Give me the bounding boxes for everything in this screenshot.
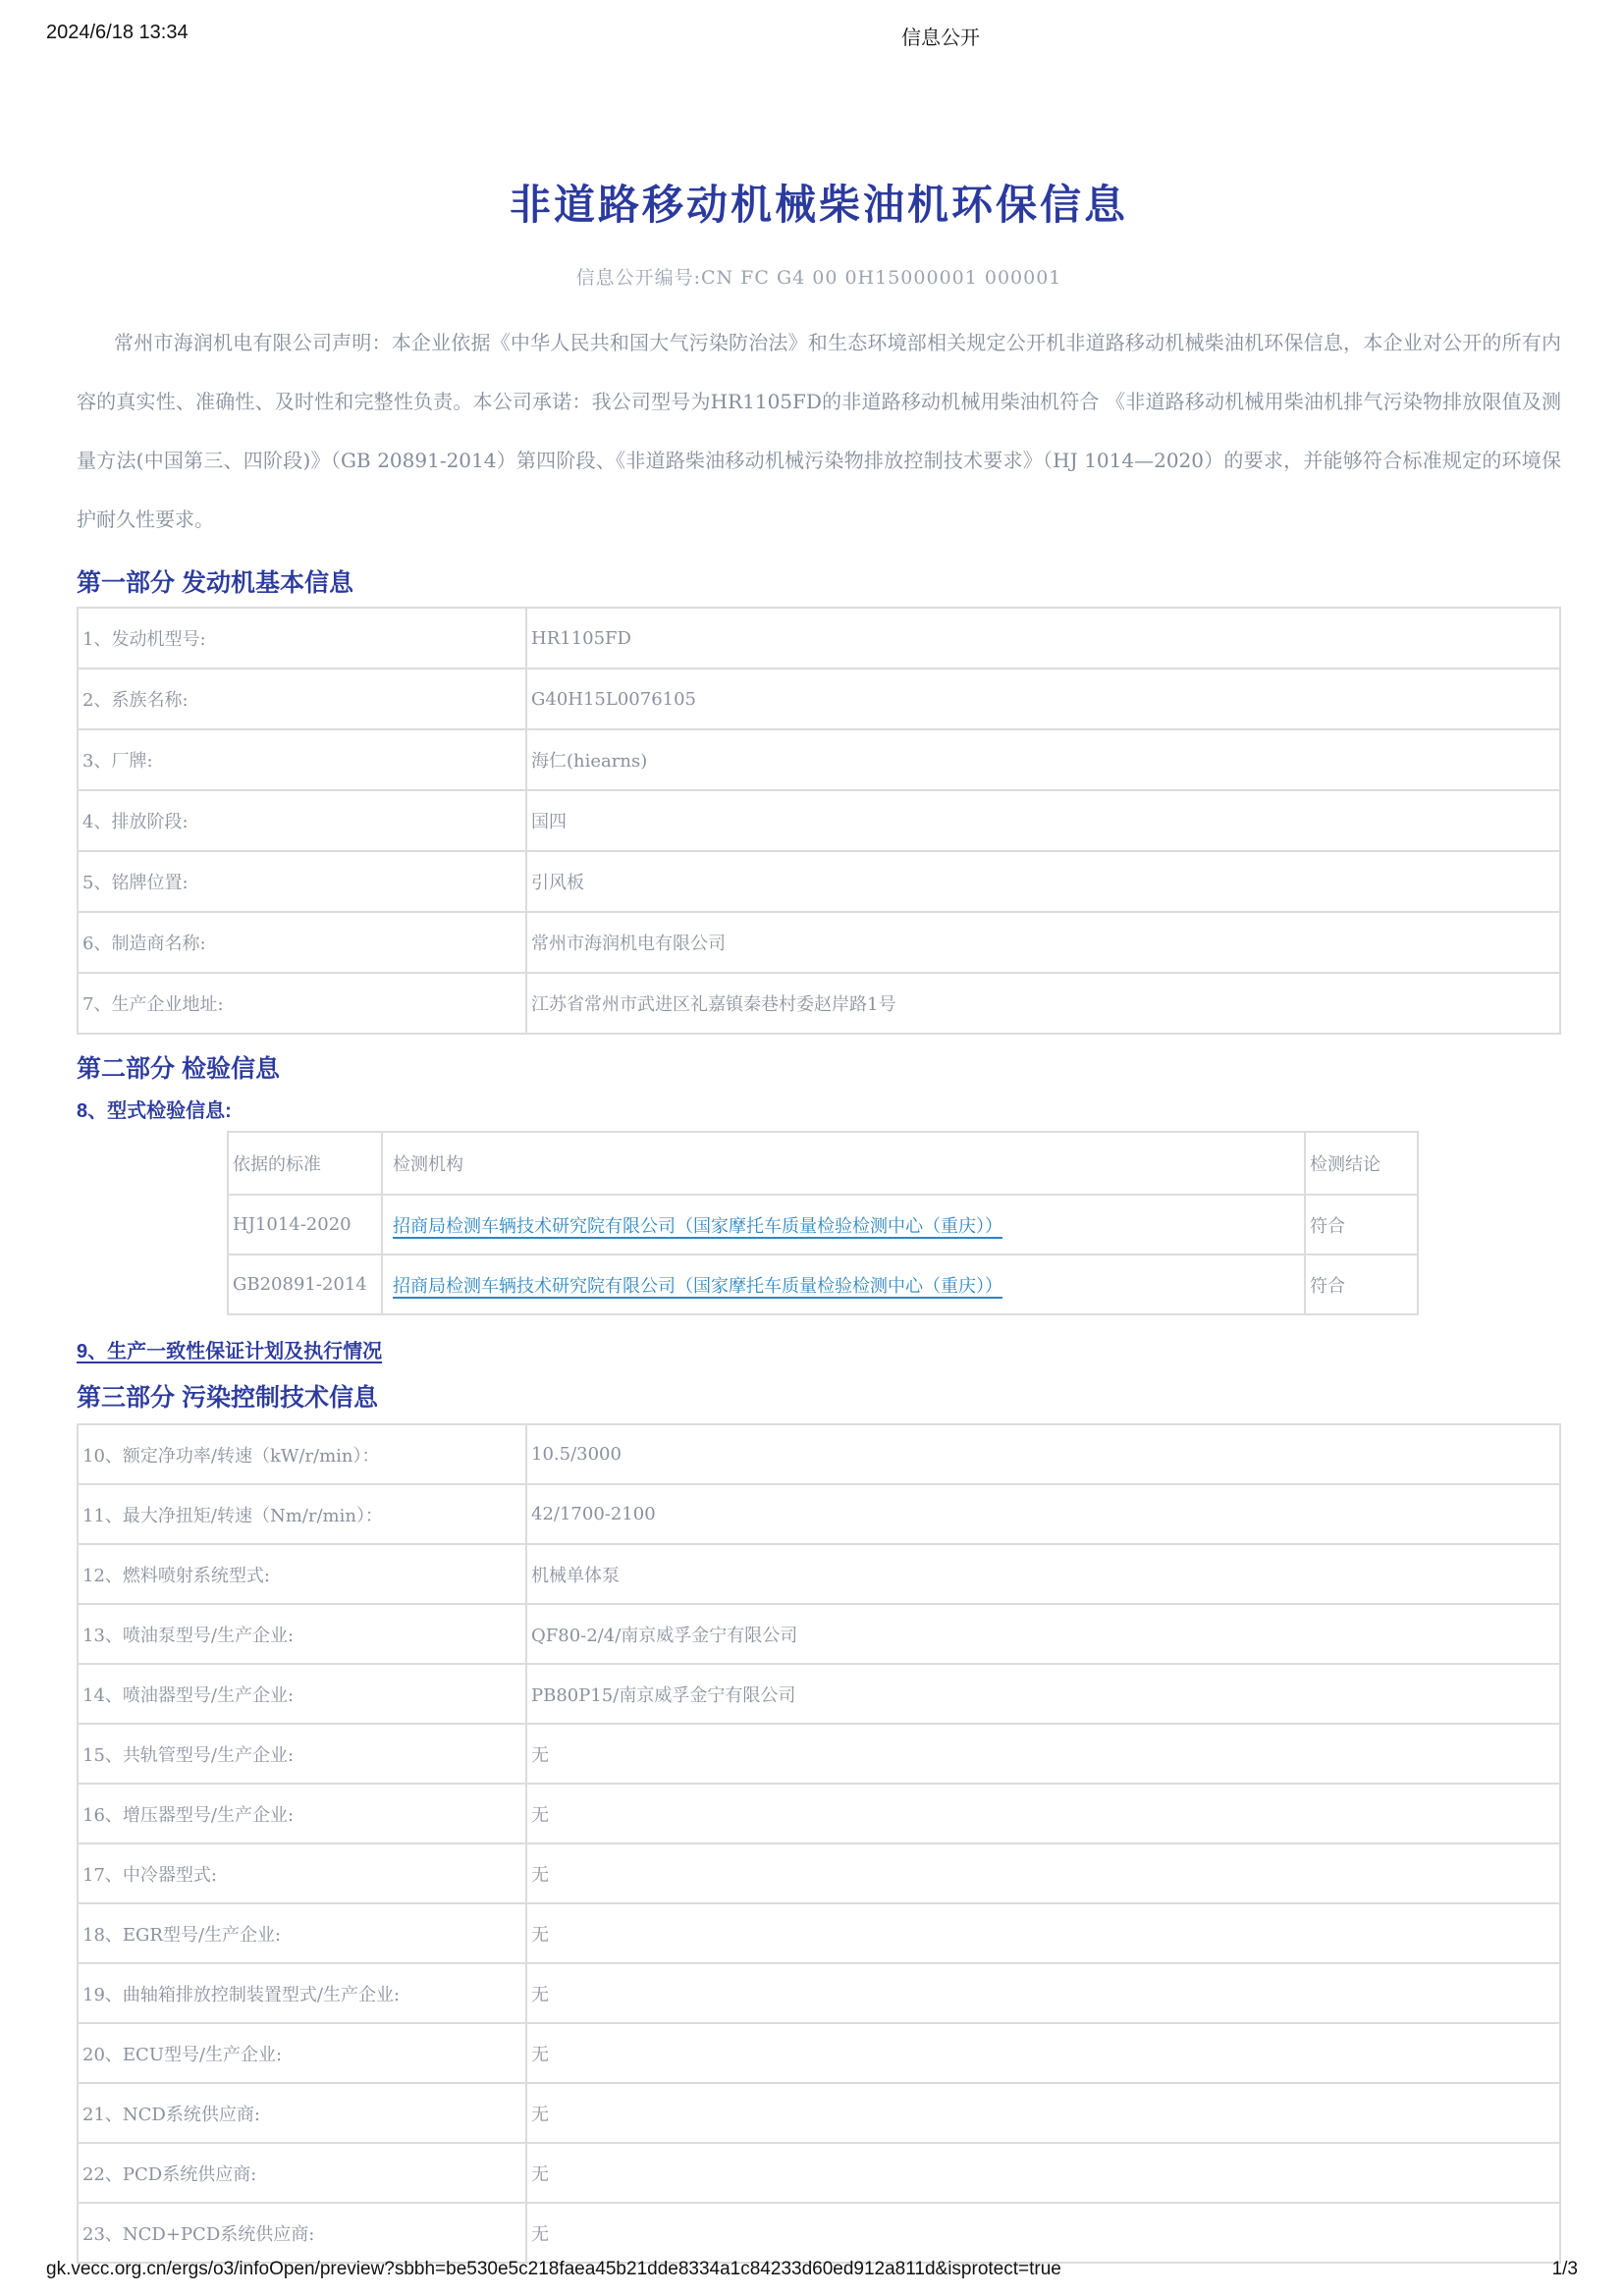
pollution-control-label: 12、燃料喷射系统型式: (78, 1544, 526, 1604)
section3-heading: 第三部分 污染控制技术信息 (77, 1384, 378, 1412)
type-inspection-subheading: 8、型式检验信息: (77, 1100, 232, 1122)
inspection-row (228, 1255, 1418, 1314)
engine-basic-value: 国四 (526, 790, 1560, 851)
pollution-control-value: 无 (526, 1843, 1560, 1903)
pollution-control-label: 21、NCD系统供应商: (78, 2083, 526, 2143)
engine-basic-label: 6、制造商名称: (78, 912, 526, 973)
engine-basic-value: HR1105FD (526, 608, 1560, 668)
engine-basic-row (78, 851, 1560, 912)
pollution-control-row (78, 1484, 1560, 1544)
pollution-control-row (78, 1843, 1560, 1903)
inspection-agency-link[interactable]: 招商局检测车辆技术研究院有限公司（国家摩托车质量检验检测中心（重庆）） (393, 1215, 1002, 1237)
type-inspection-table (227, 1131, 1419, 1315)
pollution-control-label: 10、额定净功率/转速（kW/r/min）： (78, 1424, 526, 1484)
section1-heading: 第一部分 发动机基本信息 (77, 569, 353, 597)
inspection-header-cell: 依据的标准 (228, 1132, 382, 1195)
pollution-control-row (78, 1724, 1560, 1784)
pollution-control-row (78, 1544, 1560, 1604)
pollution-control-label: 18、EGR型号/生产企业: (78, 1903, 526, 1963)
print-header-timestamp: 2024/6/18 13:34 (46, 22, 189, 43)
pollution-control-row (78, 2083, 1560, 2143)
pollution-control-row (78, 2023, 1560, 2083)
engine-basic-label: 4、排放阶段: (78, 790, 526, 851)
inspection-result-cell: 符合 (1305, 1255, 1418, 1314)
print-footer-url: gk.vecc.org.cn/ergs/o3/infoOpen/preview?sbbh=be530e5c218faea45b21dde8334a1c84233d60ed912a811d&isprotect=true (46, 2259, 1061, 2279)
engine-basic-value: 海仁(hiearns) (526, 729, 1560, 790)
company-declaration-paragraph: 常州市海润机电有限公司声明：本企业依据《中华人民共和国大气污染防治法》和生态环境部相关规定公开机非道路移动机械柴油机环保信息，本企业对公开的所有内容的真实性、准确性、及时性和完整性负责。本公司承诺：我公司型号为HR1105FD的非道路移动机械用柴油机符合 《非道路移动机械用柴油机排气污染物排放限值及测量方法(中国第三、四阶段)》（GB 20891-2014）第四阶段、《非道路柴油移动机械污染物排放控制技术要求》（HJ 1014—2020）的要求，并能够符合标准规定的环境保护耐久性要求。 (77, 331, 1561, 531)
pollution-control-value: 无 (526, 1903, 1560, 1963)
engine-basic-row (78, 668, 1560, 729)
inspection-header-cell: 检测结论 (1305, 1132, 1418, 1195)
inspection-header-cell: 检测机构 (382, 1132, 1305, 1195)
pollution-control-row (78, 1664, 1560, 1724)
pollution-control-label: 23、NCD+PCD系统供应商: (78, 2203, 526, 2263)
pollution-control-value: 无 (526, 2203, 1560, 2263)
engine-basic-label: 3、厂牌: (78, 729, 526, 790)
pollution-control-row (78, 1903, 1560, 1963)
pollution-control-row (78, 1963, 1560, 2023)
pollution-control-row (78, 2203, 1560, 2263)
pollution-control-value: 42/1700-2100 (526, 1484, 1560, 1544)
engine-basic-label: 1、发动机型号: (78, 608, 526, 668)
engine-basic-row (78, 608, 1560, 668)
pollution-control-value: 无 (526, 2143, 1560, 2203)
pollution-control-value: 无 (526, 2083, 1560, 2143)
engine-basic-value: G40H15L0076105 (526, 668, 1560, 729)
pollution-control-value: 无 (526, 1724, 1560, 1784)
production-consistency-link[interactable]: 9、生产一致性保证计划及执行情况 (77, 1341, 383, 1362)
pollution-control-info-table (77, 1423, 1561, 2264)
pollution-control-label: 13、喷油泵型号/生产企业: (78, 1604, 526, 1664)
pollution-control-label: 20、ECU型号/生产企业: (78, 2023, 526, 2083)
pollution-control-value: 机械单体泵 (526, 1544, 1560, 1604)
pollution-control-row (78, 1604, 1560, 1664)
pollution-control-row (78, 2143, 1560, 2203)
pollution-control-label: 19、曲轴箱排放控制装置型式/生产企业: (78, 1963, 526, 2023)
pollution-control-label: 15、共轨管型号/生产企业: (78, 1724, 526, 1784)
pollution-control-value: QF80-2/4/南京威孚金宁有限公司 (526, 1604, 1560, 1664)
pollution-control-value: PB80P15/南京威孚金宁有限公司 (526, 1664, 1560, 1724)
engine-basic-row (78, 973, 1560, 1034)
engine-basic-value: 常州市海润机电有限公司 (526, 912, 1560, 973)
document-title: 非道路移动机械柴油机环保信息 (509, 182, 1128, 228)
pollution-control-value: 无 (526, 1963, 1560, 2023)
pollution-control-label: 14、喷油器型号/生产企业: (78, 1664, 526, 1724)
inspection-standard-cell: HJ1014-2020 (228, 1195, 382, 1255)
inspection-header-row (228, 1132, 1418, 1195)
engine-basic-row (78, 729, 1560, 790)
inspection-agency-cell (382, 1195, 1305, 1255)
pollution-control-label: 22、PCD系统供应商: (78, 2143, 526, 2203)
engine-basic-info-table (77, 607, 1561, 1035)
pollution-control-label: 11、最大净扭矩/转速（Nm/r/min）： (78, 1484, 526, 1544)
disclosure-number: 信息公开编号:CN FC G4 00 0H15000001 000001 (575, 267, 1062, 289)
print-footer-page-number: 1/3 (1551, 2259, 1578, 2279)
inspection-agency-cell (382, 1255, 1305, 1314)
engine-basic-label: 5、铭牌位置: (78, 851, 526, 912)
engine-basic-value: 引风板 (526, 851, 1560, 912)
pollution-control-label: 17、中冷器型式: (78, 1843, 526, 1903)
document-body (77, 0, 1561, 2264)
inspection-agency-link[interactable]: 招商局检测车辆技术研究院有限公司（国家摩托车质量检验检测中心（重庆）） (393, 1275, 1002, 1297)
engine-basic-label: 2、系族名称: (78, 668, 526, 729)
inspection-result-cell: 符合 (1305, 1195, 1418, 1255)
engine-basic-row (78, 790, 1560, 851)
engine-basic-value: 江苏省常州市武进区礼嘉镇秦巷村委赵岸路1号 (526, 973, 1560, 1034)
inspection-standard-cell: GB20891-2014 (228, 1255, 382, 1314)
pollution-control-row (78, 1784, 1560, 1843)
engine-basic-label: 7、生产企业地址: (78, 973, 526, 1034)
pollution-control-label: 16、增压器型号/生产企业: (78, 1784, 526, 1843)
pollution-control-row (78, 1424, 1560, 1484)
pollution-control-value: 无 (526, 1784, 1560, 1843)
pollution-control-value: 无 (526, 2023, 1560, 2083)
pollution-control-value: 10.5/3000 (526, 1424, 1560, 1484)
section2-heading: 第二部分 检验信息 (77, 1055, 280, 1083)
engine-basic-row (78, 912, 1560, 973)
inspection-row (228, 1195, 1418, 1255)
print-header-title: 信息公开 (901, 27, 980, 49)
